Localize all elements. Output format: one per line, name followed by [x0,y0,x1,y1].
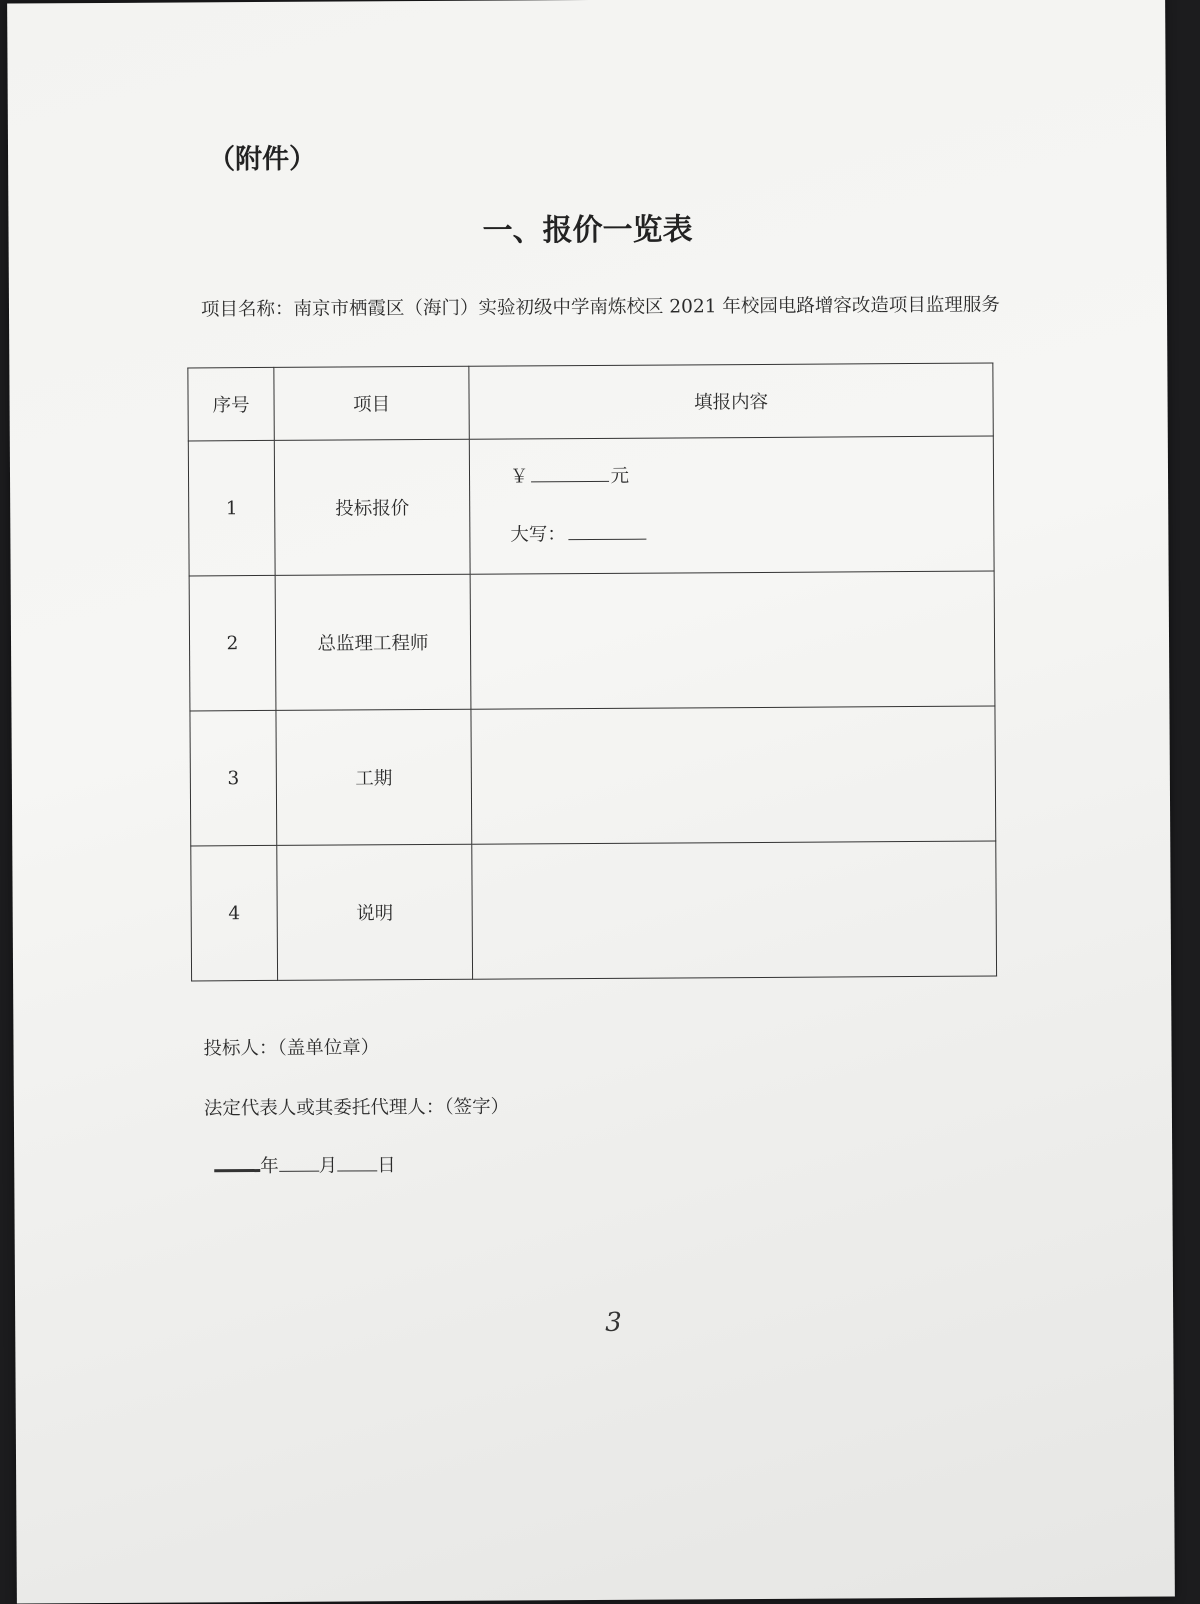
notes-cell[interactable] [472,841,997,979]
page-title: 一、报价一览表 [482,212,693,249]
row-item: 工期 [276,709,472,845]
row-item: 总监理工程师 [275,574,471,710]
price-figure-blank[interactable] [530,465,608,482]
price-capital-line [510,504,992,565]
bidder-line: 投标人：（盖单位章） [203,1037,380,1060]
day-label: 日 [377,1155,396,1177]
quote-table [187,363,997,982]
year-blank[interactable] [214,1153,260,1172]
month-label: 月 [318,1155,338,1177]
capital-label: 大写： [510,524,566,546]
row-no: 1 [188,440,275,576]
representative-line: 法定代表人或其委托代理人：（签字） [203,1096,510,1120]
day-blank[interactable] [337,1154,377,1171]
header-item: 项目 [274,366,469,440]
header-no: 序号 [188,367,274,441]
yuan-symbol: ￥ [509,466,529,488]
row-no: 2 [189,575,276,711]
attachment-label: （附件） [207,143,317,176]
yuan-unit: 元 [610,465,630,487]
duration-cell[interactable] [471,706,996,844]
month-blank[interactable] [279,1155,319,1172]
table-header-row [188,363,993,441]
project-name: 项目名称：南京市栖霞区（海门）实验初级中学南炼校区 2021 年校园电路增容改造项目监理服务 [200,294,1000,321]
table-row [189,571,995,711]
date-line [214,1151,396,1178]
page-number: 3 [605,1307,622,1338]
year-label: 年 [260,1155,279,1178]
table-row [191,841,997,981]
row-item: 投标报价 [274,439,470,575]
chief-engineer-cell[interactable] [470,571,995,709]
price-capital-blank[interactable] [568,523,646,540]
table-row [188,436,994,576]
row-no: 4 [191,845,278,981]
header-content: 填报内容 [469,363,993,439]
row-item: 说明 [277,844,473,980]
bid-price-cell[interactable] [469,436,994,574]
row-no: 3 [190,710,277,846]
document-page [7,0,1175,1604]
price-figure-line [510,446,992,507]
table-row [190,706,996,846]
